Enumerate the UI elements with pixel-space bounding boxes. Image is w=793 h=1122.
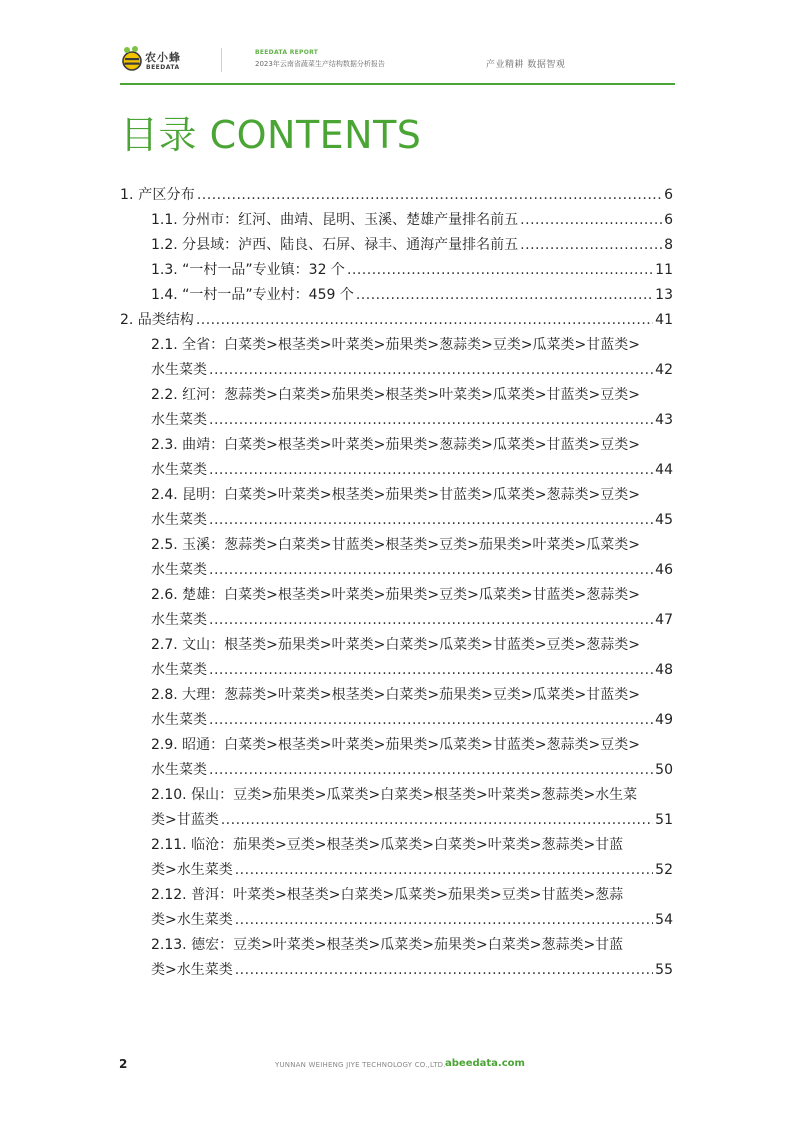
toc-leader-dots	[235, 958, 653, 983]
toc-entry-2[interactable]	[120, 308, 673, 333]
toc-entry-text: 水生菜类	[151, 612, 207, 628]
report-title-cn: 2023年云南省蔬菜生产结构数据分析报告	[255, 60, 385, 68]
toc-leader-dots	[221, 808, 653, 833]
toc-entry-1-2[interactable]	[120, 233, 673, 258]
toc-leader-dots	[209, 608, 653, 633]
toc-leader-dots	[356, 283, 653, 308]
toc-entry-text: 类>水生菜类	[151, 912, 233, 928]
toc-entry-2-7-line2[interactable]	[120, 658, 673, 683]
toc-entry-text: 2.7. 文山：根茎类>茄果类>叶菜类>白菜类>瓜菜类>甘蓝类>豆类>葱蒜类>	[151, 637, 641, 653]
toc-entry-2-9-line1[interactable]	[120, 733, 673, 758]
toc-entry-text: 水生菜类	[151, 362, 207, 378]
toc-page-number: 6	[664, 212, 673, 228]
toc-entry-2-8-line1[interactable]	[120, 683, 673, 708]
toc-entry-2-10-line2[interactable]	[120, 808, 673, 833]
toc-entry-2-6-line1[interactable]	[120, 583, 673, 608]
toc-entry-1-1[interactable]	[120, 208, 673, 233]
toc-entry-2-9-line2[interactable]	[120, 758, 673, 783]
toc-leader-dots	[347, 258, 653, 283]
toc-leader-dots	[209, 508, 653, 533]
toc-entry-text: 2.8. 大理：葱蒜类>叶菜类>根茎类>白菜类>茄果类>豆类>瓜菜类>甘蓝类>	[151, 687, 641, 703]
toc-entry-text: 水生菜类	[151, 462, 207, 478]
toc-page-number: 49	[655, 712, 673, 728]
page-header	[120, 44, 675, 84]
toc-page-number: 55	[655, 962, 673, 978]
toc-entry-text: 水生菜类	[151, 512, 207, 528]
header-slogan: 产业精耕 数据智观	[486, 60, 566, 70]
toc-entry-2-13-line2[interactable]	[120, 958, 673, 983]
toc-entry-text: 水生菜类	[151, 412, 207, 428]
toc-entry-2-13-line1[interactable]	[120, 933, 673, 958]
toc-entry-text: 2.11. 临沧：茄果类>豆类>根茎类>瓜菜类>白菜类>叶菜类>葱蒜类>甘蓝	[151, 837, 624, 853]
toc-entry-2-11-line2[interactable]	[120, 858, 673, 883]
toc-page-number: 42	[655, 362, 673, 378]
toc-entry-text: 2.12. 普洱：叶菜类>根茎类>白菜类>瓜菜类>茄果类>豆类>甘蓝类>葱蒜	[151, 887, 624, 903]
toc-entry-text: 2.6. 楚雄：白菜类>根茎类>叶菜类>茄果类>豆类>瓜菜类>甘蓝类>葱蒜类>	[151, 587, 641, 603]
toc-entry-2-4-line1[interactable]	[120, 483, 673, 508]
toc-page-number: 48	[655, 662, 673, 678]
toc-entry-text: 1.4. “一村一品”专业村：459 个	[151, 287, 354, 303]
toc-entry-2-2-line1[interactable]	[120, 383, 673, 408]
toc-leader-dots	[196, 308, 653, 333]
toc-page-number: 11	[655, 262, 673, 278]
toc-page-number: 46	[655, 562, 673, 578]
toc-entry-text: 2.2. 红河：葱蒜类>白菜类>茄果类>根茎类>叶菜类>瓜菜类>甘蓝类>豆类>	[151, 387, 641, 403]
toc-entry-2-7-line1[interactable]	[120, 633, 673, 658]
toc-page-number: 52	[655, 862, 673, 878]
toc-entry-text: 2.5. 玉溪：葱蒜类>白菜类>甘蓝类>根茎类>豆类>茄果类>叶菜类>瓜菜类>	[151, 537, 641, 553]
toc-entry-2-11-line1[interactable]	[120, 833, 673, 858]
toc-entry-2-2-line2[interactable]	[120, 408, 673, 433]
toc-page-number: 51	[655, 812, 673, 828]
footer-company: YUNNAN WEIHENG JIYE TECHNOLOGY CO.,LTD.	[275, 1061, 446, 1069]
page-number: 2	[119, 1057, 128, 1071]
logo-text-cn: 农小蜂	[145, 51, 181, 64]
toc-entry-text: 2. 品类结构	[120, 312, 194, 328]
toc-leader-dots	[520, 208, 662, 233]
bee-logo-icon	[120, 46, 144, 72]
footer-website-link[interactable]: abeedata.com	[445, 1058, 525, 1069]
toc-entry-text: 2.10. 保山：豆类>茄果类>瓜菜类>白菜类>根茎类>叶菜类>葱蒜类>水生菜	[151, 787, 638, 803]
toc-leader-dots	[197, 183, 662, 208]
toc-entry-text: 2.1. 全省：白菜类>根茎类>叶菜类>茄果类>葱蒜类>豆类>瓜菜类>甘蓝类>	[151, 337, 641, 353]
toc-entry-text: 2.13. 德宏：豆类>叶菜类>根茎类>瓜菜类>茄果类>白菜类>葱蒜类>甘蓝	[151, 937, 624, 953]
toc-entry-text: 类>水生菜类	[151, 962, 233, 978]
toc-leader-dots	[235, 908, 653, 933]
toc-entry-2-1-line2[interactable]	[120, 358, 673, 383]
toc-entry-text: 2.9. 昭通：白菜类>根茎类>叶菜类>茄果类>瓜菜类>甘蓝类>葱蒜类>豆类>	[151, 737, 641, 753]
toc-entry-text: 1. 产区分布	[120, 187, 195, 203]
toc-page-number: 43	[655, 412, 673, 428]
toc-entry-2-4-line2[interactable]	[120, 508, 673, 533]
toc-entry-2-12-line2[interactable]	[120, 908, 673, 933]
toc-leader-dots	[235, 858, 653, 883]
toc-page-number: 13	[655, 287, 673, 303]
header-divider	[221, 48, 222, 72]
table-of-contents	[120, 183, 673, 983]
toc-page-number: 54	[655, 912, 673, 928]
toc-entry-text: 1.3. “一村一品”专业镇：32 个	[151, 262, 345, 278]
toc-entry-text: 水生菜类	[151, 662, 207, 678]
toc-entry-text: 水生菜类	[151, 762, 207, 778]
toc-leader-dots	[209, 658, 653, 683]
toc-leader-dots	[209, 408, 653, 433]
toc-entry-text: 1.1. 分州市：红河、曲靖、昆明、玉溪、楚雄产量排名前五	[151, 212, 519, 228]
toc-entry-text: 2.4. 昆明：白菜类>叶菜类>根茎类>茄果类>甘蓝类>瓜菜类>葱蒜类>豆类>	[151, 487, 641, 503]
toc-leader-dots	[209, 558, 653, 583]
toc-entry-1-3[interactable]	[120, 258, 673, 283]
toc-entry-text: 2.3. 曲靖：白菜类>根茎类>叶菜类>茄果类>葱蒜类>瓜菜类>甘蓝类>豆类>	[151, 437, 641, 453]
toc-entry-text: 水生菜类	[151, 712, 207, 728]
toc-entry-2-5-line1[interactable]	[120, 533, 673, 558]
toc-entry-2-8-line2[interactable]	[120, 708, 673, 733]
toc-page-number: 45	[655, 512, 673, 528]
toc-entry-text: 水生菜类	[151, 562, 207, 578]
toc-entry-text: 1.2. 分县域：泸西、陆良、石屏、禄丰、通海产量排名前五	[151, 237, 519, 253]
toc-leader-dots	[209, 708, 653, 733]
toc-leader-dots	[209, 358, 653, 383]
logo-text-en: BEEDATA	[146, 64, 180, 71]
brand-logo	[120, 46, 215, 76]
toc-leader-dots	[209, 458, 653, 483]
toc-entry-2-12-line1[interactable]	[120, 883, 673, 908]
toc-entry-2-3-line2[interactable]	[120, 458, 673, 483]
report-label-en: BEEDATA REPORT	[255, 49, 319, 56]
toc-entry-2-6-line2[interactable]	[120, 608, 673, 633]
page-title: 目录 CONTENTS	[120, 113, 422, 157]
toc-page-number: 50	[655, 762, 673, 778]
toc-page-number: 41	[655, 312, 673, 328]
toc-entry-text: 类>甘蓝类	[151, 812, 219, 828]
toc-page-number: 44	[655, 462, 673, 478]
toc-entry-text: 类>水生菜类	[151, 862, 233, 878]
toc-page-number: 8	[664, 237, 673, 253]
toc-entry-2-5-line2[interactable]	[120, 558, 673, 583]
toc-leader-dots	[209, 758, 653, 783]
toc-leader-dots	[520, 233, 662, 258]
toc-entry-1[interactable]	[120, 183, 673, 208]
toc-entry-2-3-line1[interactable]	[120, 433, 673, 458]
toc-page-number: 47	[655, 612, 673, 628]
header-rule	[120, 83, 675, 85]
toc-page-number: 6	[664, 187, 673, 203]
toc-entry-2-10-line1[interactable]	[120, 783, 673, 808]
toc-entry-1-4[interactable]	[120, 283, 673, 308]
toc-entry-2-1-line1[interactable]	[120, 333, 673, 358]
